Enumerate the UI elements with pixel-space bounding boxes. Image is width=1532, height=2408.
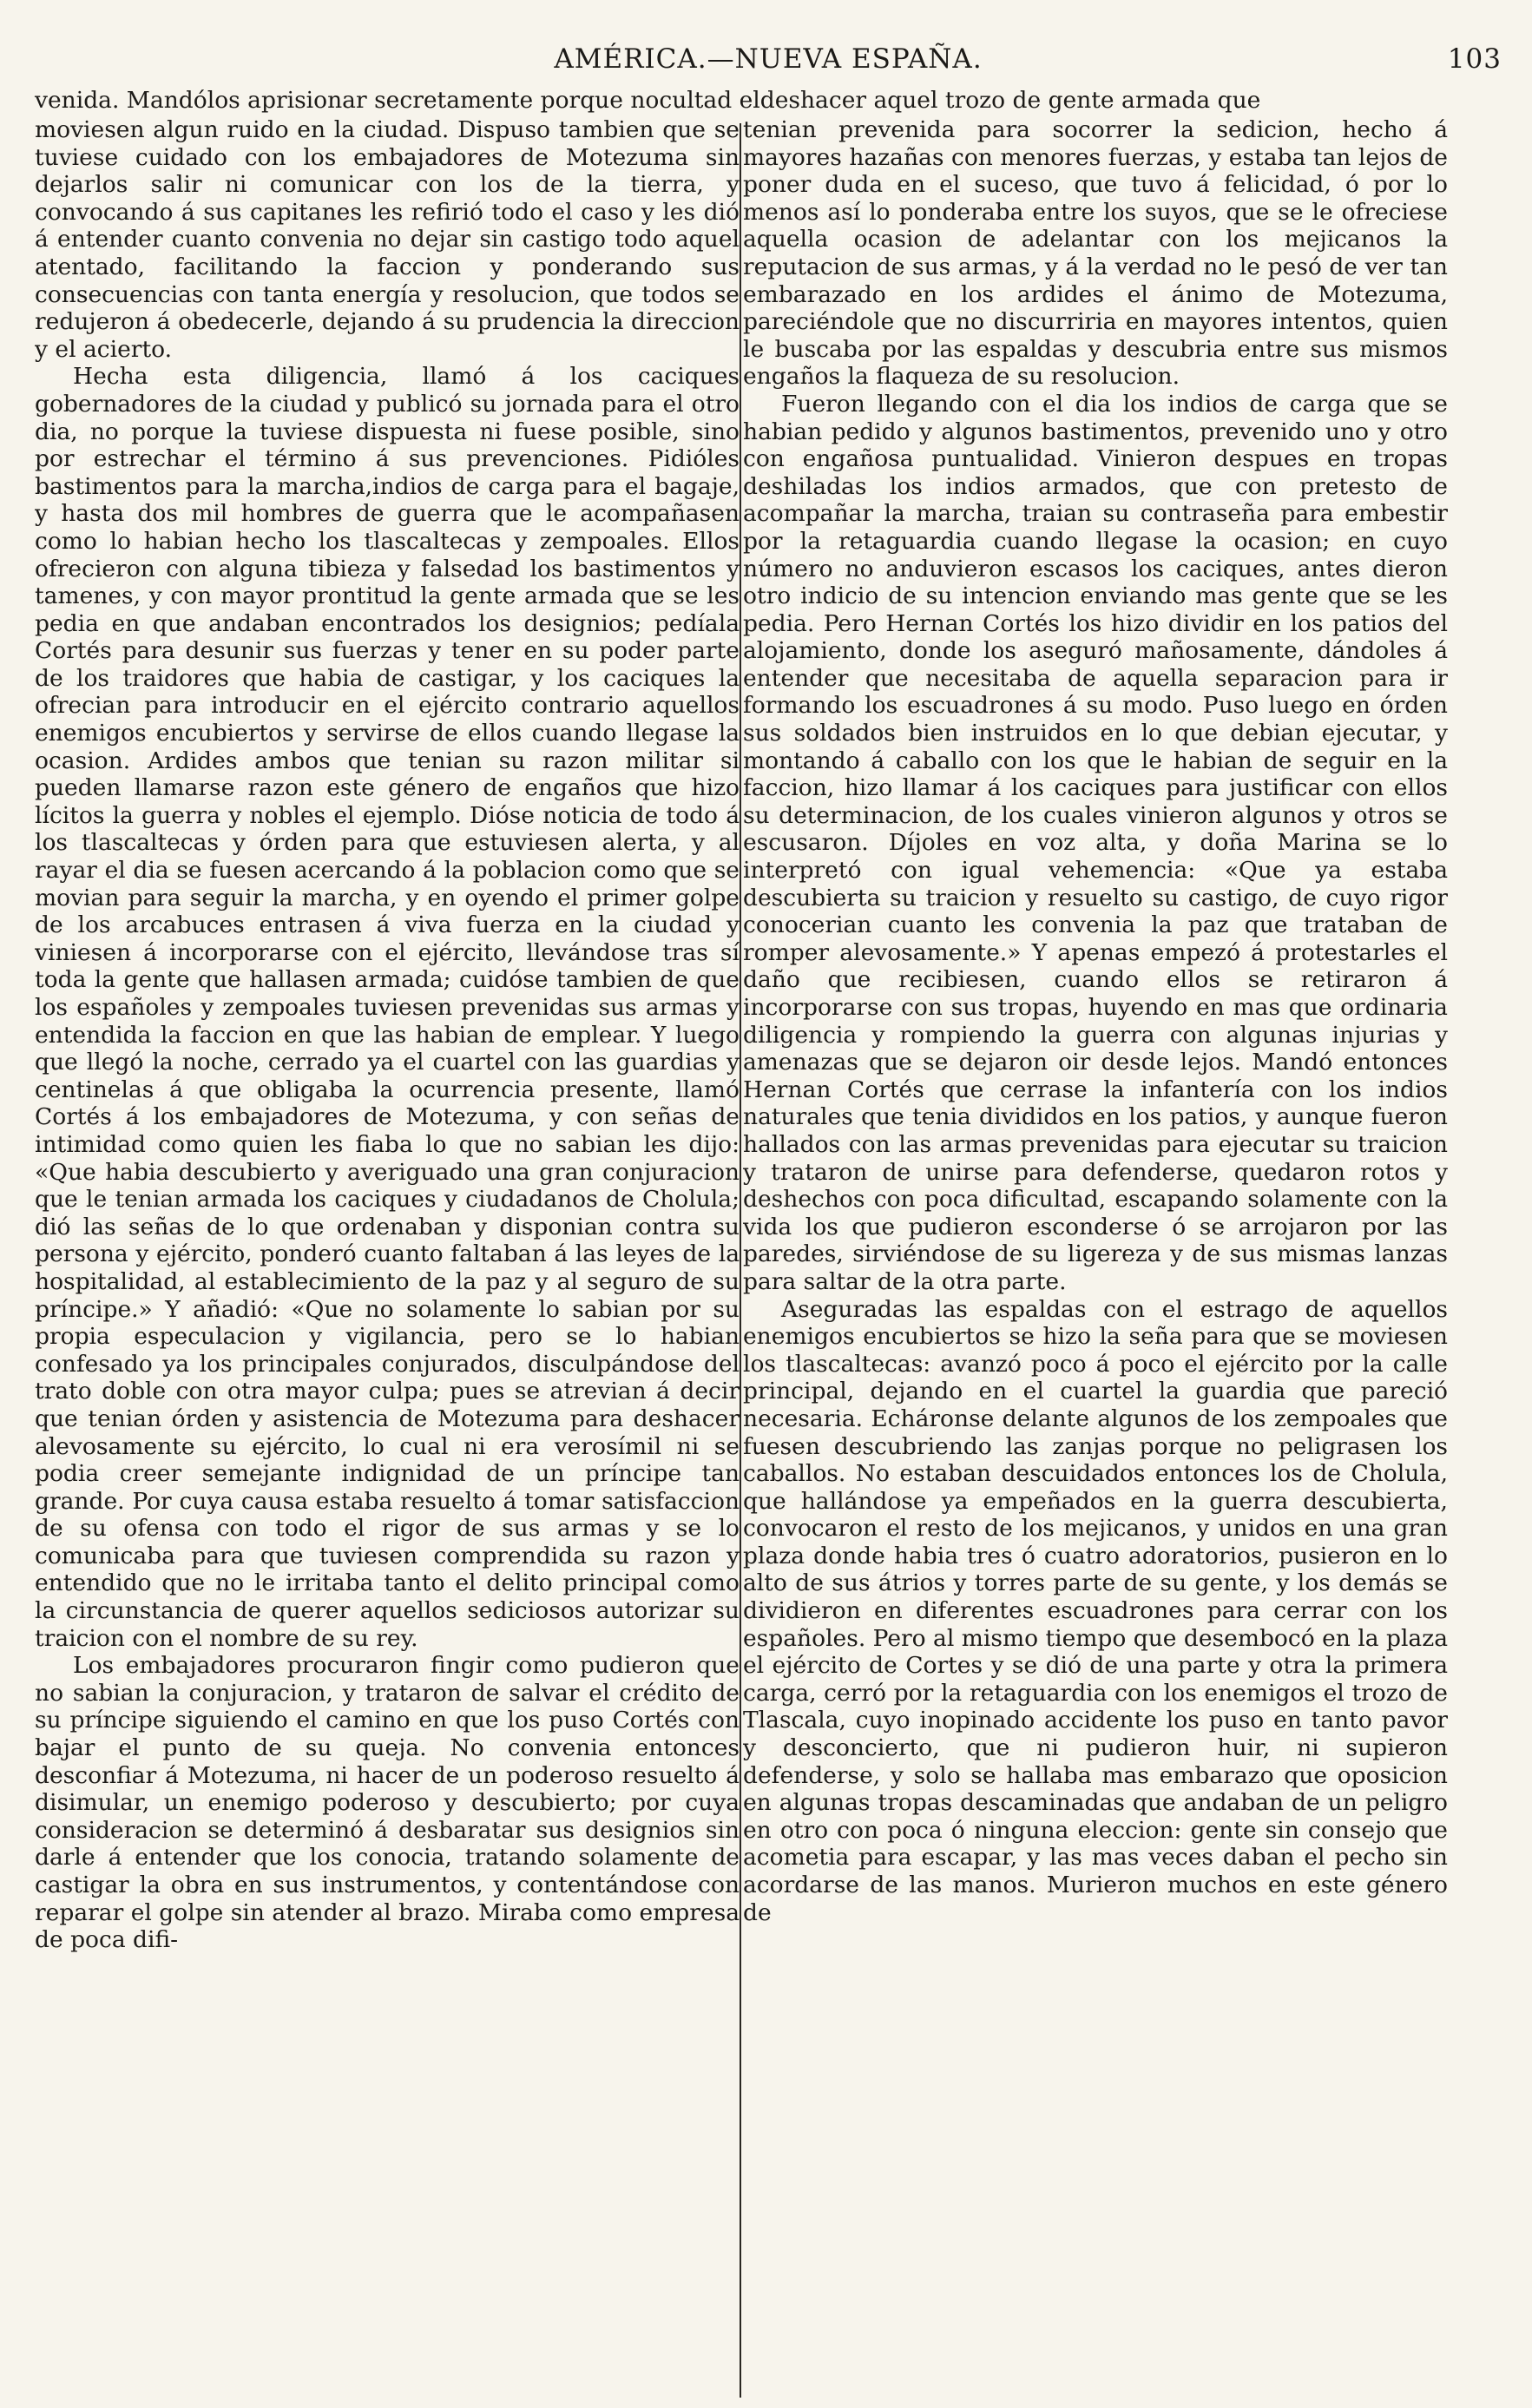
left-paragraph-3: Los embajadores procuraron fingir como pudieron que no sabian la conjuracion, y trataron de salvar el crédito de su príncipe siguiendo el camino en que los puso Cortés con bajar el punto de su queja. No convenia entonces desconfiar á Motezuma, ni hacer de un poderoso resuelto á disimular, un enemigo poderoso y descubierto; por cuya consideracion se determinó á desbaratar sus designios sin darle á entender que los conocia, tratando solamente de castigar la obra en sus instrumentos, y contentándose con reparar el golpe sin atender al brazo. Miraba como empresa de poca difi- xyxy=(35,1652,740,1954)
right-paragraph-3: Aseguradas las espaldas con el estrago de aquellos enemigos encubiertos se hizo la seña para que se moviesen los tlascaltecas: avanzó poco á poco el ejército por la calle principal, dejando en el cuartel la guardia que pareció necesaria. Echáronse delante algunos de los zempoales que fuesen descubriendo las zanjas porque no peligrasen los caballos. No estaban descuidados entonces los de Cholula, que hallándose ya empeñados en la guerra descubierta, convocaron el resto de los mejicanos, y unidos en una gran plaza donde habia tres ó cuatro adoratorios, pusieron en lo alto de sus átrios y torres parte de su gente, y los demás se dividieron en diferentes escuadrones para cerrar con los españoles. Pero al mismo tiempo que desembocó en la plaza el ejército de Cortes y se dió de una parte y otra la primera carga, cerró por la retaguardia con los enemigos el trozo de Tlascala, cuyo inopinado accidente los puso en tanto pavor y desconcierto, que ni pudieron huir, ni supieron defenderse, y solo se hallaba mas embarazo que oposicion en algunas tropas descaminadas que andaban de un peligro en otro con poca ó ninguna eleccion: gente sin consejo que acometia para escapar, y las mas veces daban el pecho sin acordarse de las manos. Murieron muchos en este género de xyxy=(743,1295,1448,1926)
right-column xyxy=(743,116,1448,2408)
right-paragraph-1: tenian prevenida para socorrer la sedicion, hecho á mayores hazañas con menores fuerzas, y estaba tan lejos de poner duda en el suceso, que tuvo á felicidad, ó por lo menos así lo ponderaba entre los suyos, que se le ofreciese aquella ocasion de adelantar con los mejicanos la reputacion de sus armas, y á la verdad no le pesó de ver tan embarazado en los ardides el ánimo de Motezuma, pareciéndole que no discurriria en mayores intentos, quien le buscaba por las espaldas y descubria entre sus mismos engaños la flaqueza de su resolucion. xyxy=(743,116,1448,391)
left-paragraph-2: Hecha esta diligencia, llamó á los caciques gobernadores de la ciudad y publicó su jornada para el otro dia, no porque la tuviese dispuesta ni fuese posible, sino por estrechar el término á sus prevenciones. Pidióles bastimentos para la marcha,indios de carga para el bagaje, y hasta dos mil hombres de guerra que le acompañasen como lo habian hecho los tlascaltecas y zempoales. Ellos ofrecieron con alguna tibieza y falsedad los bastimentos y tamenes, y con mayor prontitud la gente armada que se les pedia en que andaban encontrados los designios; pedíala Cortés para desunir sus fuerzas y tener en su poder parte de los traidores que habia de castigar, y los caciques la ofrecian para introducir en el ejército contrario aquellos enemigos encubiertos y servirse de ellos cuando llegase la ocasion. Ardides ambos que tenian su razon militar si pueden llamarse razon este género de engaños que hizo lícitos la guerra y nobles el ejemplo. Dióse noticia de todo á los tlascaltecas y órden para que estuviesen alerta, y al rayar el dia se fuesen acercando á la poblacion como que se movian para seguir la marcha, y en oyendo el primer golpe de los arcabuces entrasen á viva fuerza en la ciudad y viniesen á incorporarse con el ejército, llevándose tras sí toda la gente que hallasen armada; cuidóse tambien de que los españoles y zempoales tuviesen prevenidas sus armas y entendida la faccion en que las habian de emplear. Y luego que llegó la noche, cerrado ya el cuartel con las guardias y centinelas á que obligaba la ocurrencia presente, llamó Cortés á los embajadores de Motezuma, y con señas de intimidad como quien les fiaba lo que no sabian les dijo: «Que habia descubierto y averiguado una gran conjuracion que le tenian armada los caciques y ciudadanos de Cholula; dió las señas de lo que ordenaban y disponian contra su persona y ejército, ponderó cuanto faltaban á las leyes de la hospitalidad, al establecimiento de la paz y al seguro de su príncipe.» Y añadió: «Que no solamente lo sabian por su propia especulacion y vigilancia, pero se lo habian confesado ya los principales conjurados, disculpándose del trato doble con otra mayor culpa; pues se atrevian á decir que tenian órden y asistencia de Motezuma para deshacer alevosamente su ejército, lo cual ni era verosímil ni se podia creer semejante indignidad de un príncipe tan grande. Por cuya causa estaba resuelto á tomar satisfaccion de su ofensa con todo el rigor de sus armas y se lo comunicaba para que tuviesen comprendida su razon y entendido que no le irritaba tanto el delito principal como la circunstancia de querer aquellos sediciosos autorizar su traicion con el nombre de su rey. xyxy=(35,363,740,1652)
left-paragraph-1: moviesen algun ruido en la ciudad. Dispuso tambien que se tuviese cuidado con los embajadores de Motezuma sin dejarlos salir ni comunicar con los de la tierra, y convocando á sus capitanes les refirió todo el caso y les dió á entender cuanto convenia no dejar sin castigo todo aquel atentado, facilitando la faccion y ponderando sus consecuencias con tanta energía y resolucion, que todos se redujeron á obedecerle, dejando á su prudencia la direccion y el acierto. xyxy=(35,116,740,363)
spanning-first-line: venida. Mandólos aprisionar secretamente porque nocultad eldeshacer aquel trozo de gente armada que xyxy=(35,87,1261,114)
page-header xyxy=(35,35,1502,78)
column-divider xyxy=(740,123,741,2398)
right-paragraph-2: Fueron llegando con el dia los indios de carga que se habian pedido y algunos bastimentos, prevenido uno y otro con engañosa puntualidad. Vinieron despues en tropas deshiladas los indios armados, que con pretesto de acompañar la marcha, traian su contraseña para embestir por la retaguardia cuando llegase la ocasion; en cuyo número no anduvieron escasos los caciques, antes dieron otro indicio de su intencion enviando mas gente que se les pedia. Pero Hernan Cortés los hizo dividir en los patios del alojamiento, donde los aseguró mañosamente, dándoles á entender que necesitaba de aquella separacion para ir formando los escuadrones á su modo. Puso luego en órden sus soldados bien instruidos en lo que debian ejecutar, y montando á caballo con los que le habian de seguir en la faccion, hizo llamar á los caciques para justificar con ellos su determinacion, de los cuales vinieron algunos y otros se escusaron. Díjoles en voz alta, y doña Marina se lo interpretó con igual vehemencia: «Que ya estaba descubierta su traicion y resuelto su castigo, de cuyo rigor conocerian cuanto les convenia la paz que trataban de romper alevosamente.» Y apenas empezó á protestarles el daño que recibiesen, cuando ellos se retiraron á incorporarse con sus tropas, huyendo en mas que ordinaria diligencia y rompiendo la guerra con algunas injurias y amenazas que se dejaron oir desde lejos. Mandó entonces Hernan Cortés que cerrase la infantería con los indios naturales que tenia divididos en los patios, y aunque fueron hallados con las armas prevenidas para ejecutar su traicion y trataron de unirse para defenderse, quedaron rotos y deshechos con poca dificultad, escapando solamente con la vida los que pudieron esconderse ó se arrojaron por las paredes, sirviéndose de su ligereza y de sus mismas lanzas para saltar de la otra parte. xyxy=(743,390,1448,1295)
page-number: 103 xyxy=(1447,43,1502,75)
left-column xyxy=(35,116,740,2408)
running-title: AMÉRICA.—NUEVA ESPAÑA. xyxy=(554,43,983,75)
